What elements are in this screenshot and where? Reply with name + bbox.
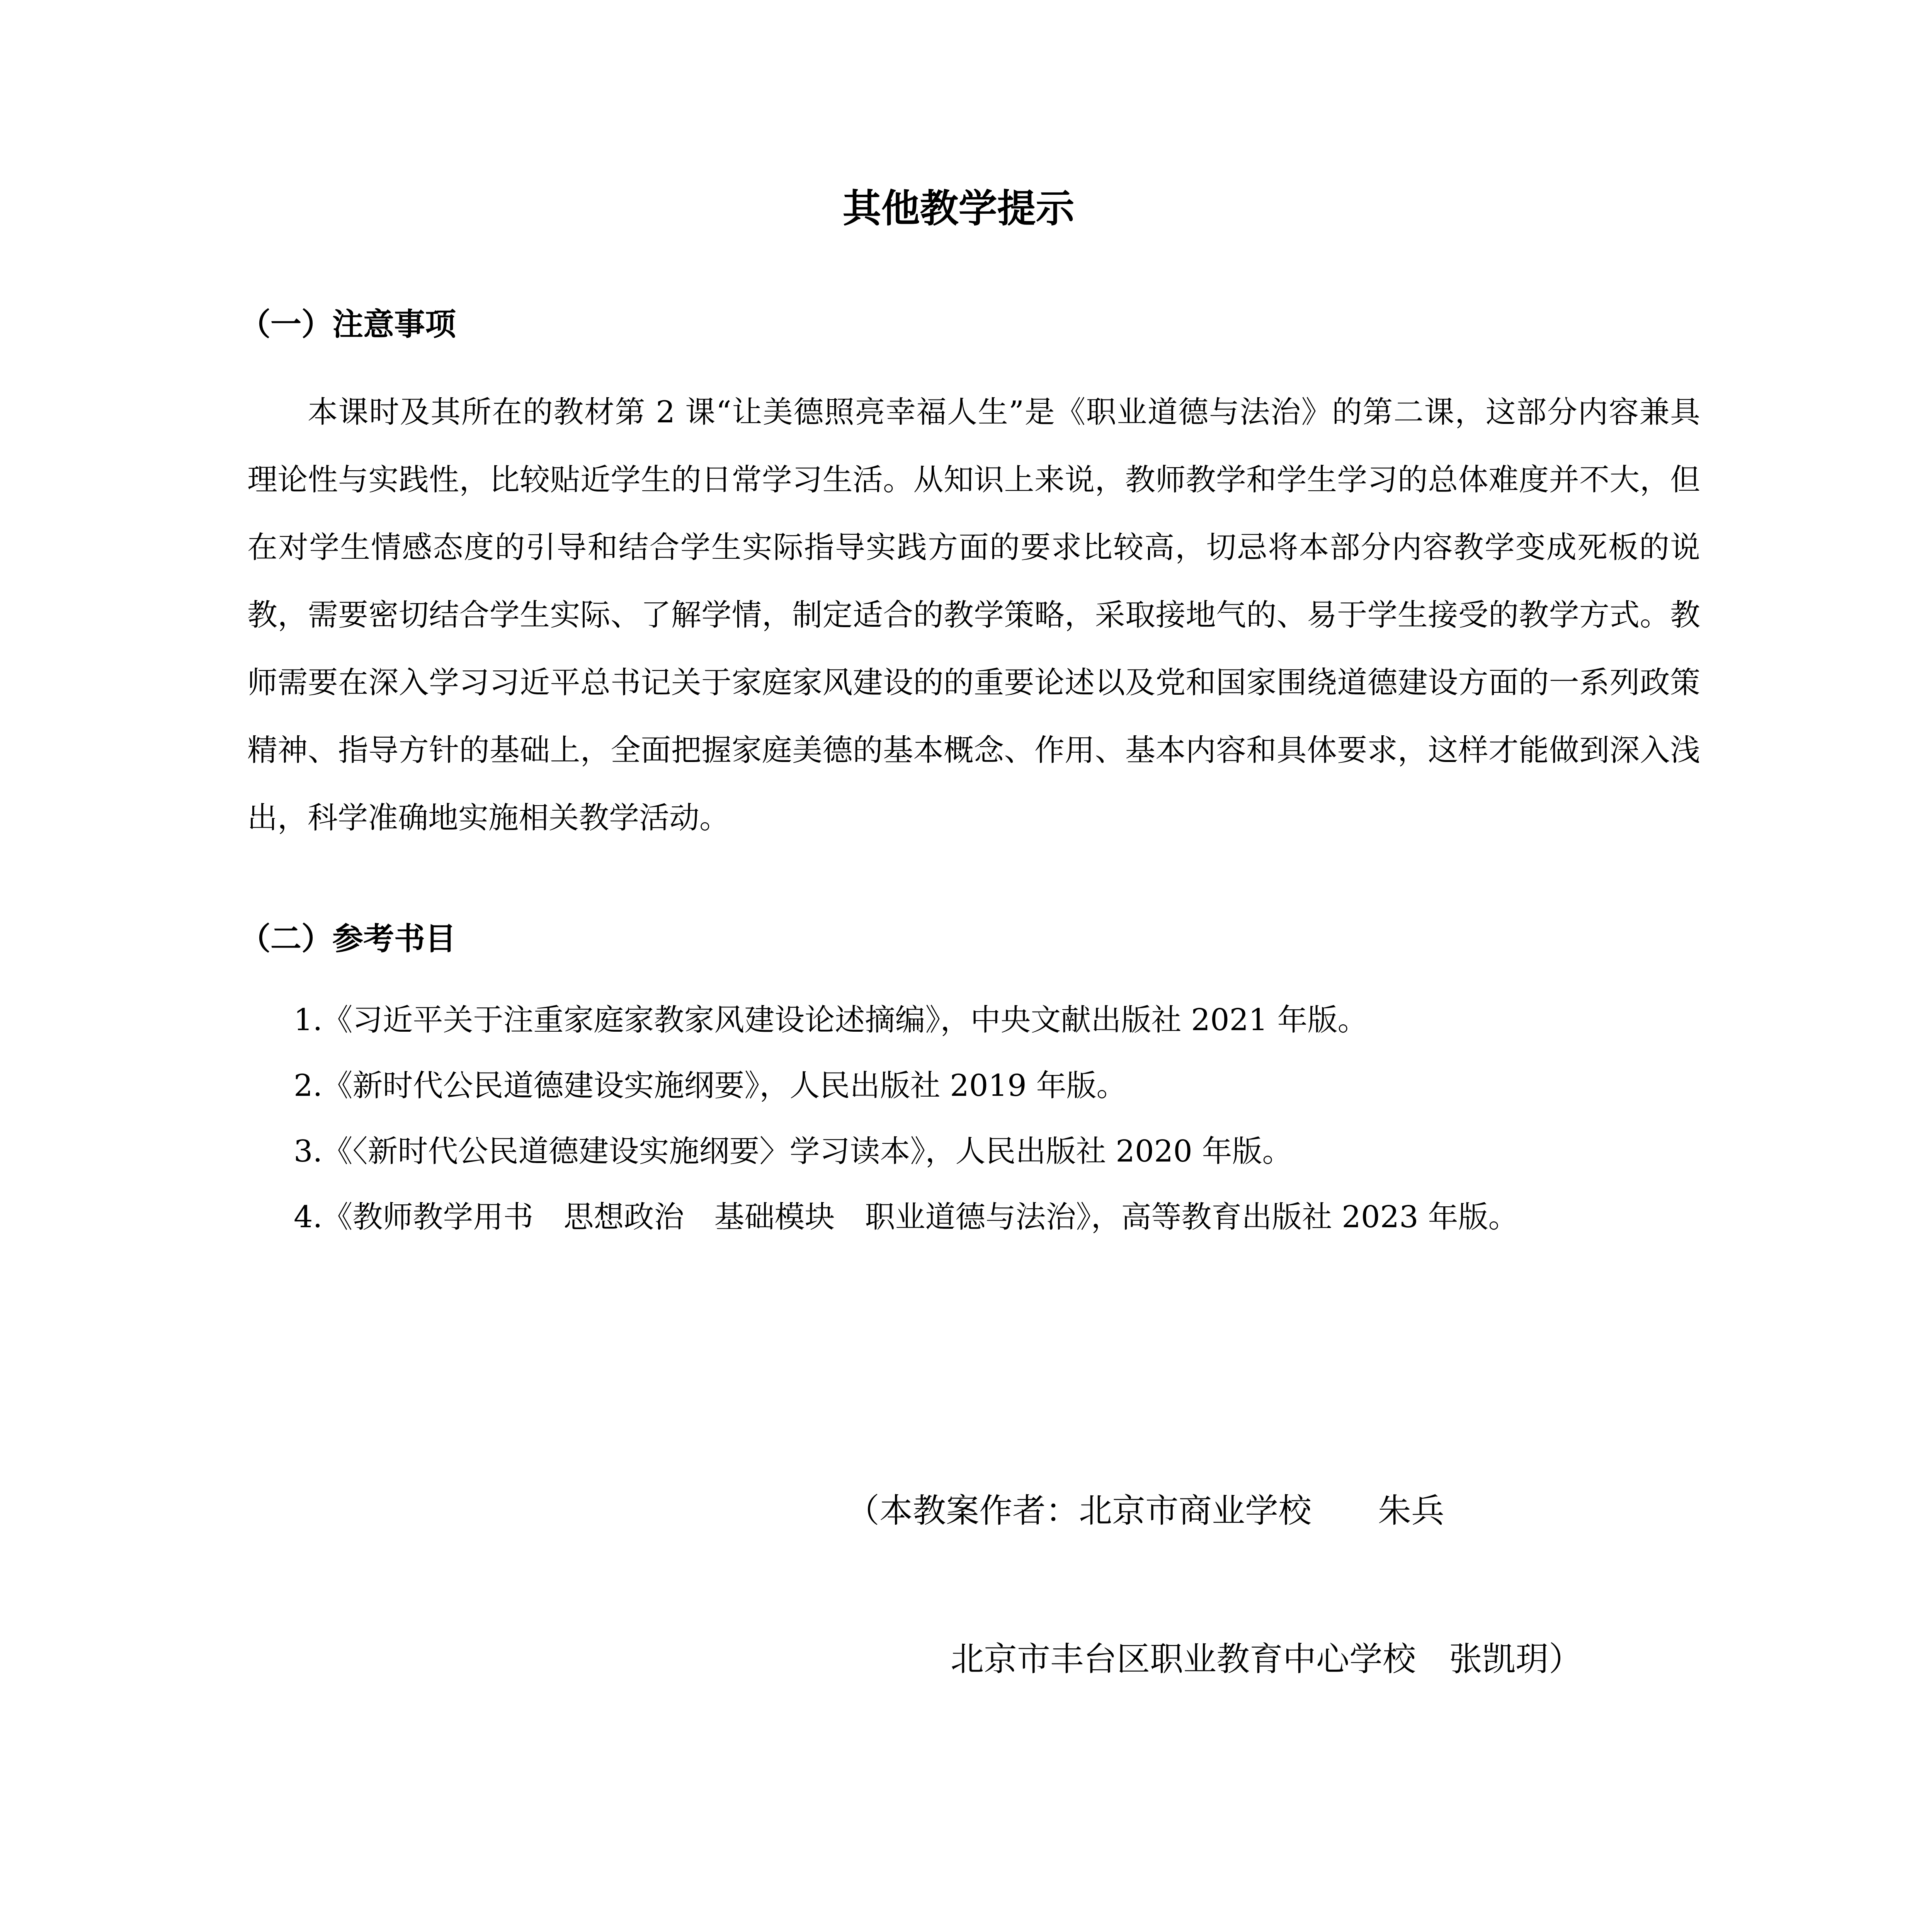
reference-item-4: 4.《教师教学用书 思想政治 基础模块 职业道德与法治》，高等教育出版社 2023 年版。 bbox=[294, 1200, 1519, 1235]
reference-item-3: 3.《〈新时代公民道德建设实施纲要〉学习读本》，人民出版社 2020 年版。 bbox=[294, 1134, 1293, 1169]
reference-item-2: 2.《新时代公民道德建设实施纲要》，人民出版社 2019 年版。 bbox=[294, 1068, 1127, 1103]
section-heading-notes: （一）注意事项 bbox=[240, 306, 456, 342]
page-title: 其他教学提示 bbox=[842, 186, 1075, 231]
reference-item-1: 1.《习近平关于注重家庭家教家风建设论述摘编》，中央文献出版社 2021 年版。 bbox=[294, 1003, 1368, 1037]
section-heading-references: （二）参考书目 bbox=[240, 921, 456, 957]
author-line-2: 北京市丰台区职业教育中心学校 张凯玥） bbox=[951, 1640, 1582, 1679]
author-line-1: （本教案作者：北京市商业学校 朱兵 bbox=[846, 1492, 1444, 1530]
notes-paragraph: 本课时及其所在的教材第 2 课“让美德照亮幸福人生”是《职业道德与法治》的第二课，这部分内容兼具理论性与实践性，比较贴近学生的日常学习生活。从知识上来说，教师教学和学生学习的总体难度并不大，但在对学生情感态度的引导和结合学生实际指导实践方面的要求比较高，切忌将本部分内容教学变成死板的说教，需要密切结合学生实际、了解学情，制定适合的教学策略，采取接地气的、易于学生接受的教学方式。教师需要在深入学习习近平总书记关于家庭家风建设的的重要论述以及党和国家围绕道德建设方面的一系列政策精神、指导方针的基础上，全面把握家庭美德的基本概念、作用、基本内容和具体要求，这样才能做到深入浅出，科学准确地实施相关教学活动。 bbox=[247, 395, 1700, 835]
author-attribution bbox=[846, 1387, 1582, 1783]
reference-list bbox=[294, 987, 1685, 1250]
